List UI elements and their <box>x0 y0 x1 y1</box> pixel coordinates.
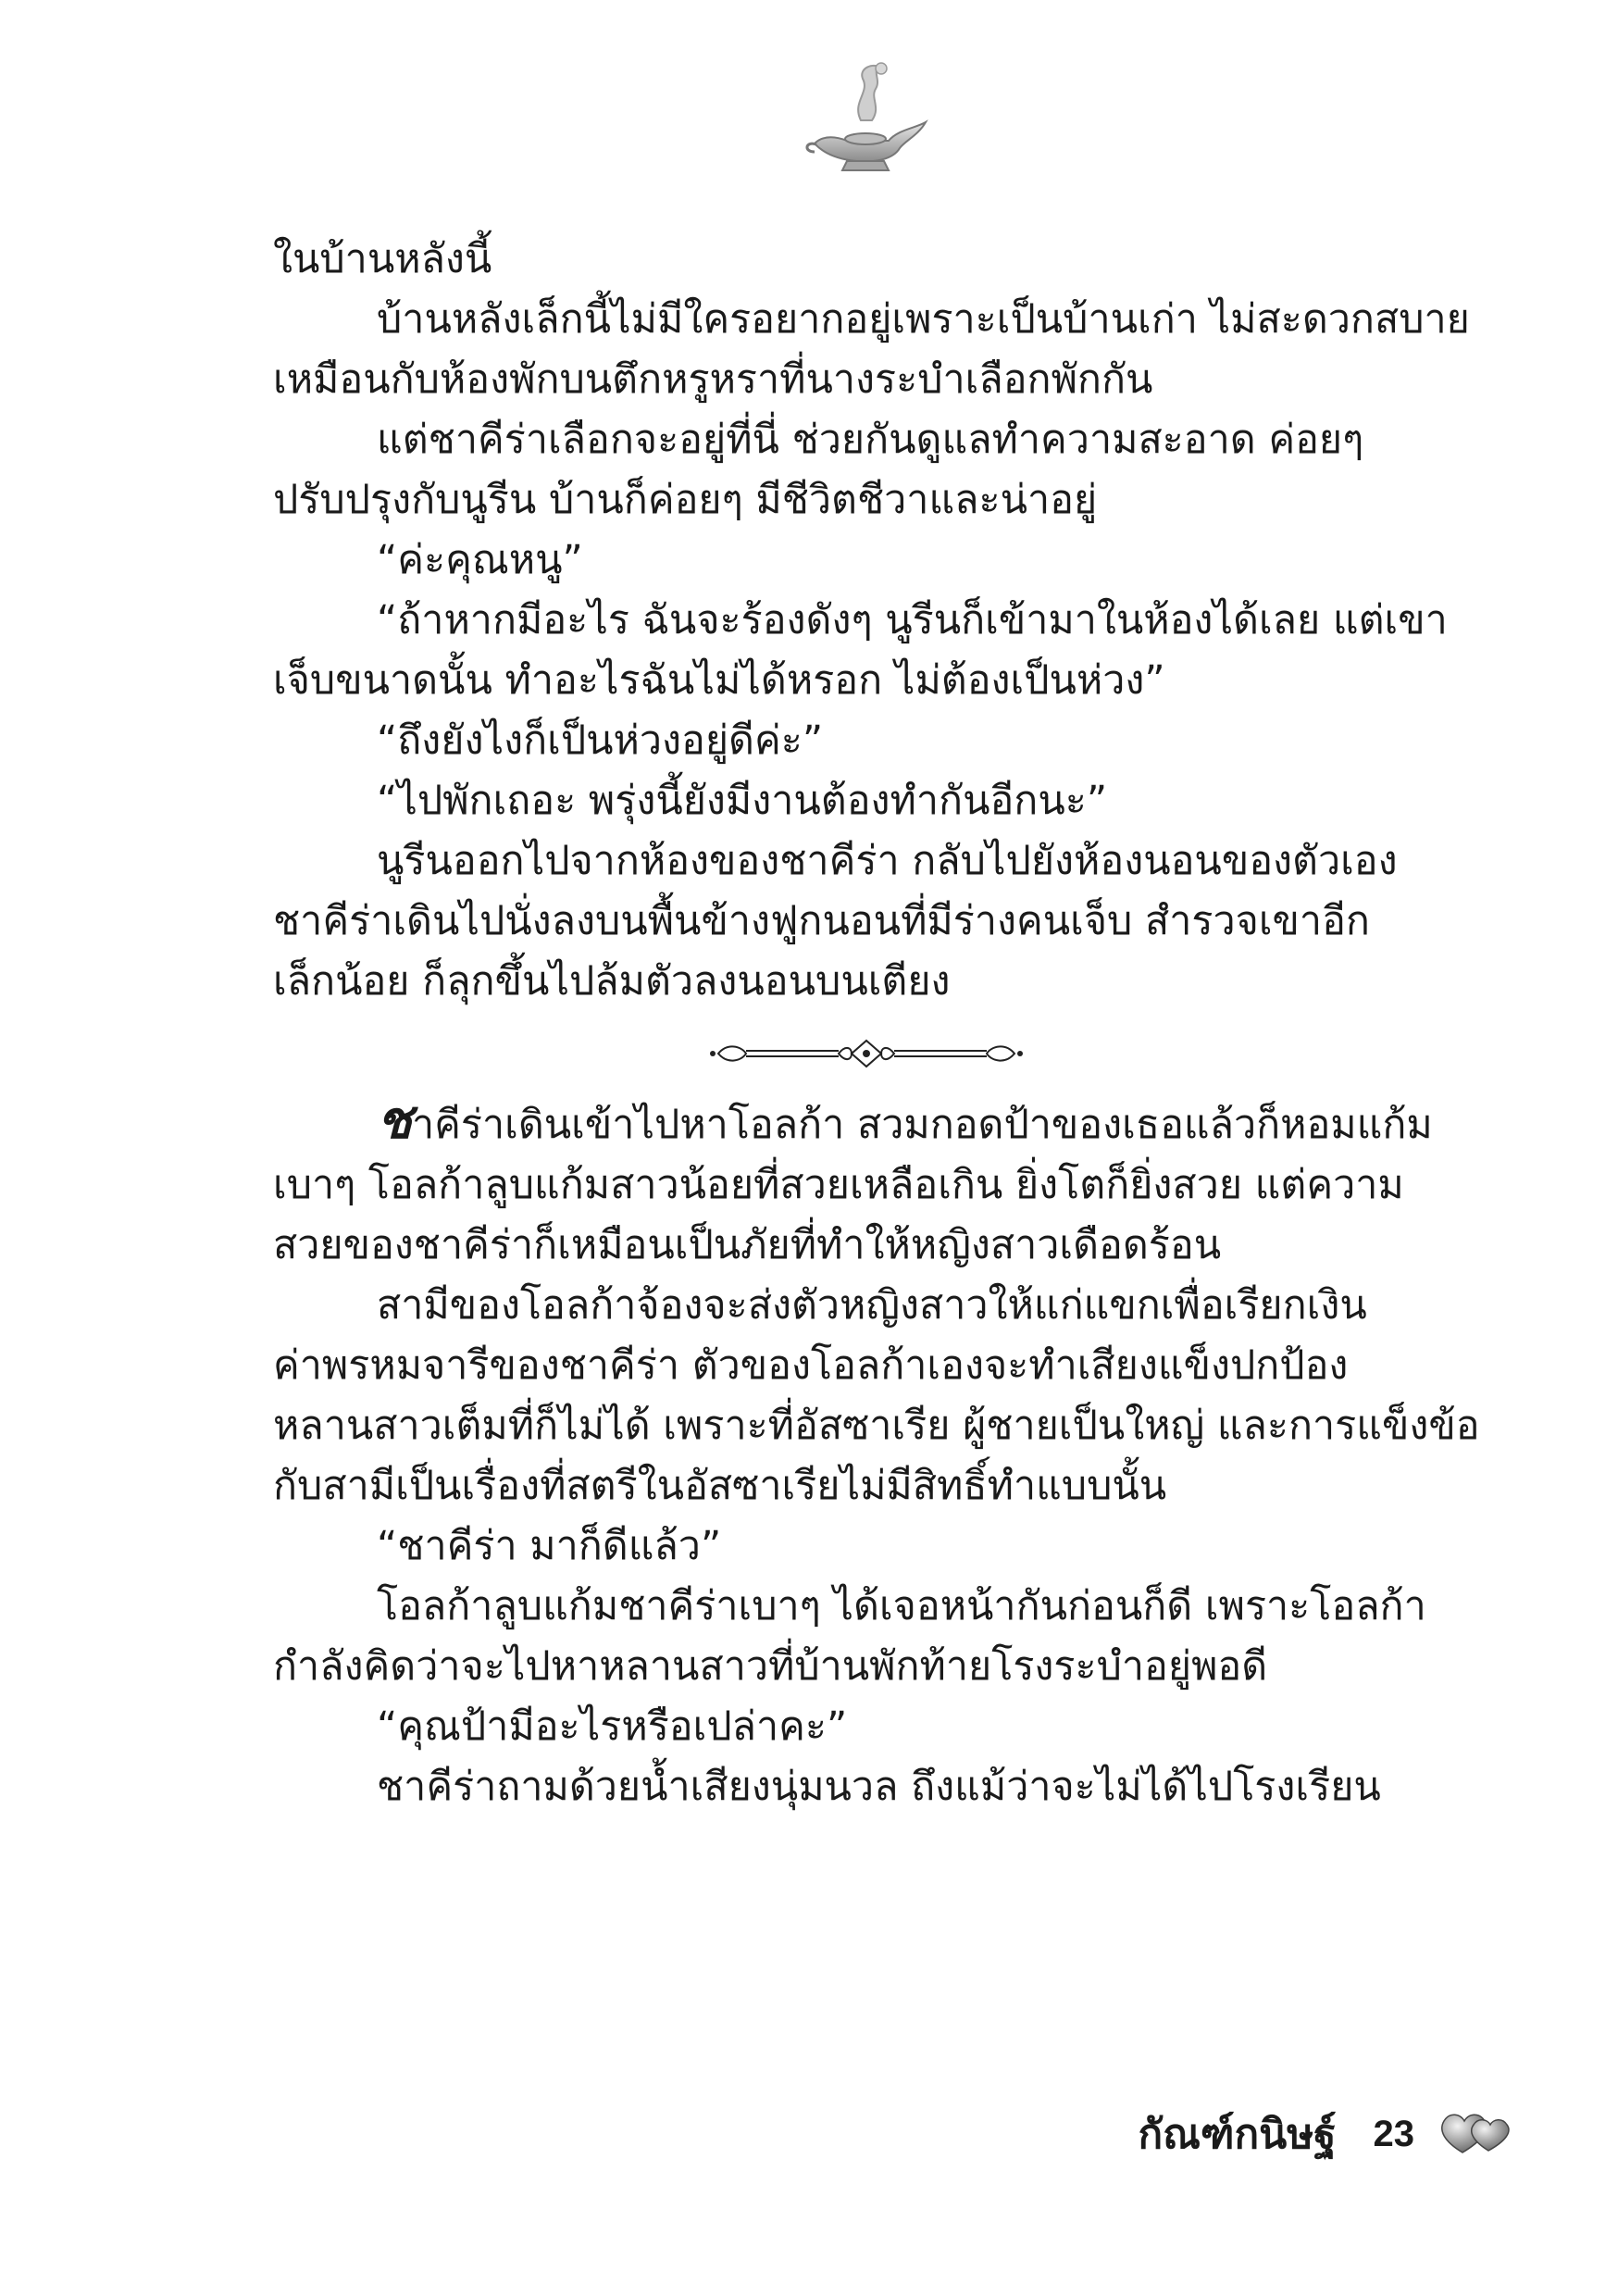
text-line: เบาๆ โอลก้าลูบแก้มสาวน้อยที่สวยเหลือเกิน ยิ่งโตก็ยิ่งสวย แต่ความ <box>273 1162 1404 1208</box>
text-line: “ชาคีร่า มาก็ดีแล้ว” <box>377 1523 722 1569</box>
page-footer <box>1000 2083 1518 2185</box>
author-name: กัณฑ์กนิษฐ์ <box>1138 2111 1337 2158</box>
text-line: กำลังคิดว่าจะไปหาหลานสาวที่บ้านพักท้ายโรงระบำอยู่พอดี <box>273 1643 1268 1690</box>
text-line: ค่าพรหมจารีของชาคีร่า ตัวของโอลก้าเองจะทำเสียงแข็งปกป้อง <box>273 1342 1349 1389</box>
text-line: “ถ้าหากมีอะไร ฉันจะร้องดังๆ นูรีนก็เข้ามาในห้องได้เลย แต่เขา <box>377 597 1448 643</box>
text-line: เล็กน้อย ก็ลุกขึ้นไปล้มตัวลงนอนบนเตียง <box>273 958 951 1004</box>
text-line: กับสามีเป็นเรื่องที่สตรีในอัสซาเรียไม่มีสิทธิ์ทำแบบนั้น <box>273 1463 1167 1509</box>
text-line: ชาคีร่าเดินไปนั่งลงบนพื้นข้างฟูกนอนที่มีร่างคนเจ็บ สำรวจเขาอีก <box>273 898 1370 944</box>
text-line: แต่ชาคีร่าเลือกจะอยู่ที่นี่ ช่วยกันดูแลทำความสะอาด ค่อยๆ <box>377 417 1364 463</box>
text-line: “ค่ะคุณหนู” <box>377 537 583 583</box>
text-line: ในบ้านหลังนี้ <box>273 236 492 282</box>
paragraphs-top <box>273 230 1470 1012</box>
genie-lamp-icon <box>796 56 935 176</box>
text-line: ปรับปรุงกับนูรีน บ้านก็ค่อยๆ มีชีวิตชีวาและน่าอยู่ <box>273 477 1098 523</box>
text-line: บ้านหลังเล็กนี้ไม่มีใครอยากอยู่เพราะเป็นบ้านเก่า ไม่สะดวกสบาย <box>377 296 1470 343</box>
first-line-text: าคีร่าเดินเข้าไปหาโอลก้า สวมกอดป้าของเธอแล้วก็หอมแก้ม <box>412 1102 1433 1148</box>
hearts-icon <box>1435 2097 1518 2171</box>
text-line: ชาคีร่าถามด้วยน้ำเสียงนุ่มนวล ถึงแม้ว่าจะไม่ได้ไปโรงเรียน <box>377 1764 1381 1810</box>
text-line: “คุณป้ามีอะไรหรือเปล่าคะ” <box>377 1703 848 1750</box>
text-line: “ไปพักเถอะ พรุ่งนี้ยังมีงานต้องทำกันอีกนะ” <box>377 778 1108 824</box>
text-line: เหมือนกับห้องพักบนตึกหรูหราที่นางระบำเลือกพักกัน <box>273 356 1153 403</box>
ornament-divider-icon <box>700 1035 1033 1072</box>
body-text <box>273 230 1480 1817</box>
text-line: นูรีนออกไปจากห้องของชาคีร่า กลับไปยังห้องนอนของตัวเอง <box>377 838 1398 884</box>
text-line: หลานสาวเต็มที่ก็ไม่ได้ เพราะที่อัสซาเรีย ผู้ชายเป็นใหญ่ และการแข็งข้อ <box>273 1403 1480 1449</box>
page-number: 23 <box>1373 2113 1414 2154</box>
dropcap: ช <box>377 1090 413 1151</box>
text-line: เจ็บขนาดนั้น ทำอะไรฉันไม่ได้หรอก ไม่ต้องเป็นห่วง” <box>273 657 1165 704</box>
dropcap-line <box>273 1090 1460 1155</box>
text-line: “ถึงยังไงก็เป็นห่วงอยู่ดีค่ะ” <box>377 718 824 764</box>
section-divider <box>273 1012 1460 1095</box>
text-line: โอลก้าลูบแก้มชาคีร่าเบาๆ ได้เจอหน้ากันก่อนก็ดี เพราะโอลก้า <box>377 1583 1426 1629</box>
text-line: สวยของชาคีร่าก็เหมือนเป็นภัยที่ทำให้หญิงสาวเดือดร้อน <box>273 1222 1222 1268</box>
text-line: สามีของโอลก้าจ้องจะส่งตัวหญิงสาวให้แก่แขกเพื่อเรียกเงิน <box>377 1282 1367 1329</box>
paragraphs-bottom <box>273 1155 1480 1817</box>
